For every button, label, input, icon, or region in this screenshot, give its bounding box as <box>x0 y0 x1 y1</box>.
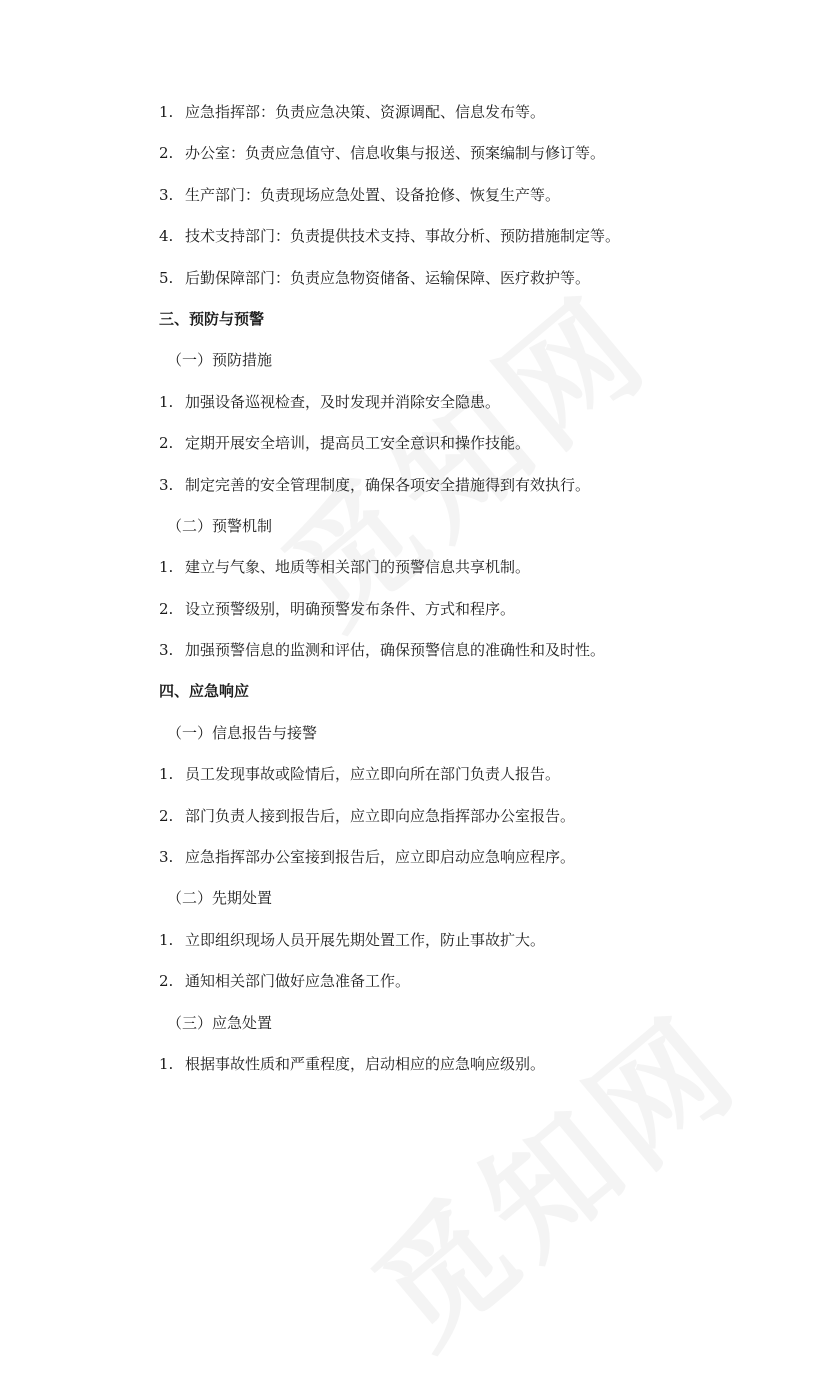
item-text: 生产部门：负责现场应急处置、设备抢修、恢复生产等。 <box>185 185 561 204</box>
item-text: 应急指挥部办公室接到报告后，应立即启动应急响应程序。 <box>185 848 576 867</box>
list-item <box>159 800 719 841</box>
item-number: 3. <box>159 848 174 867</box>
item-number: 2. <box>159 972 174 991</box>
list-item <box>159 841 719 882</box>
list-item <box>159 593 719 634</box>
item-number: 2. <box>159 599 174 618</box>
list-item <box>159 634 719 675</box>
list-item <box>159 179 719 220</box>
item-number: 4. <box>159 227 174 246</box>
item-text: 制定完善的安全管理制度，确保各项安全措施得到有效执行。 <box>185 475 591 494</box>
item-text: 立即组织现场人员开展先期处置工作，防止事故扩大。 <box>185 930 546 949</box>
item-text: 应急指挥部：负责应急决策、资源调配、信息发布等。 <box>185 103 546 121</box>
item-text: 后勤保障部门：负责应急物资储备、运输保障、医疗救护等。 <box>185 268 591 287</box>
list-item <box>159 1048 719 1089</box>
item-text: 定期开展安全培训，提高员工安全意识和操作技能。 <box>185 434 531 453</box>
list-item <box>159 551 719 592</box>
subsection-heading: （二）先期处置 <box>167 889 273 908</box>
item-text: 员工发现事故或险情后，应立即向所在部门负责人报告。 <box>185 765 561 784</box>
document-body <box>159 96 719 1089</box>
list-item <box>159 965 719 1006</box>
item-text: 根据事故性质和严重程度，启动相应的应急响应级别。 <box>185 1054 546 1073</box>
item-text: 设立预警级别，明确预警发布条件、方式和程序。 <box>185 599 516 618</box>
item-number: 2. <box>159 806 174 825</box>
item-number: 1. <box>159 930 174 949</box>
list-item <box>159 427 719 468</box>
item-text: 通知相关部门做好应急准备工作。 <box>185 972 411 991</box>
subsection-heading: （一）预防措施 <box>167 351 273 370</box>
list-item <box>159 220 719 261</box>
list-item <box>159 924 719 965</box>
item-text: 办公室：负责应急值守、信息收集与报送、预案编制与修订等。 <box>185 144 606 163</box>
subsection-heading: （三）应急处置 <box>167 1013 273 1032</box>
item-number: 5. <box>159 268 174 287</box>
item-number: 2. <box>159 144 174 163</box>
item-number: 3. <box>159 185 174 204</box>
list-item <box>159 469 719 510</box>
item-text: 建立与气象、地质等相关部门的预警信息共享机制。 <box>185 558 531 577</box>
item-text: 部门负责人接到报告后，应立即向应急指挥部办公室报告。 <box>185 806 576 825</box>
item-number: 3. <box>159 475 174 494</box>
list-item <box>159 386 719 427</box>
item-text: 加强设备巡视检查，及时发现并消除安全隐患。 <box>185 392 501 411</box>
section-heading: 四、应急响应 <box>159 682 250 701</box>
list-item <box>159 758 719 799</box>
item-number: 1. <box>159 103 174 121</box>
item-number: 2. <box>159 434 174 453</box>
item-text: 加强预警信息的监测和评估，确保预警信息的准确性和及时性。 <box>185 641 606 660</box>
item-text: 技术支持部门：负责提供技术支持、事故分析、预防措施制定等。 <box>185 227 621 246</box>
subsection-heading: （二）预警机制 <box>167 516 273 535</box>
item-number: 1. <box>159 392 174 411</box>
list-item <box>159 96 719 137</box>
item-number: 1. <box>159 558 174 577</box>
item-number: 1. <box>159 765 174 784</box>
section-heading: 三、预防与预警 <box>159 309 265 328</box>
item-number: 3. <box>159 641 174 660</box>
list-item <box>159 137 719 178</box>
subsection-heading: （一）信息报告与接警 <box>167 723 318 742</box>
list-item <box>159 262 719 303</box>
item-number: 1. <box>159 1054 174 1073</box>
